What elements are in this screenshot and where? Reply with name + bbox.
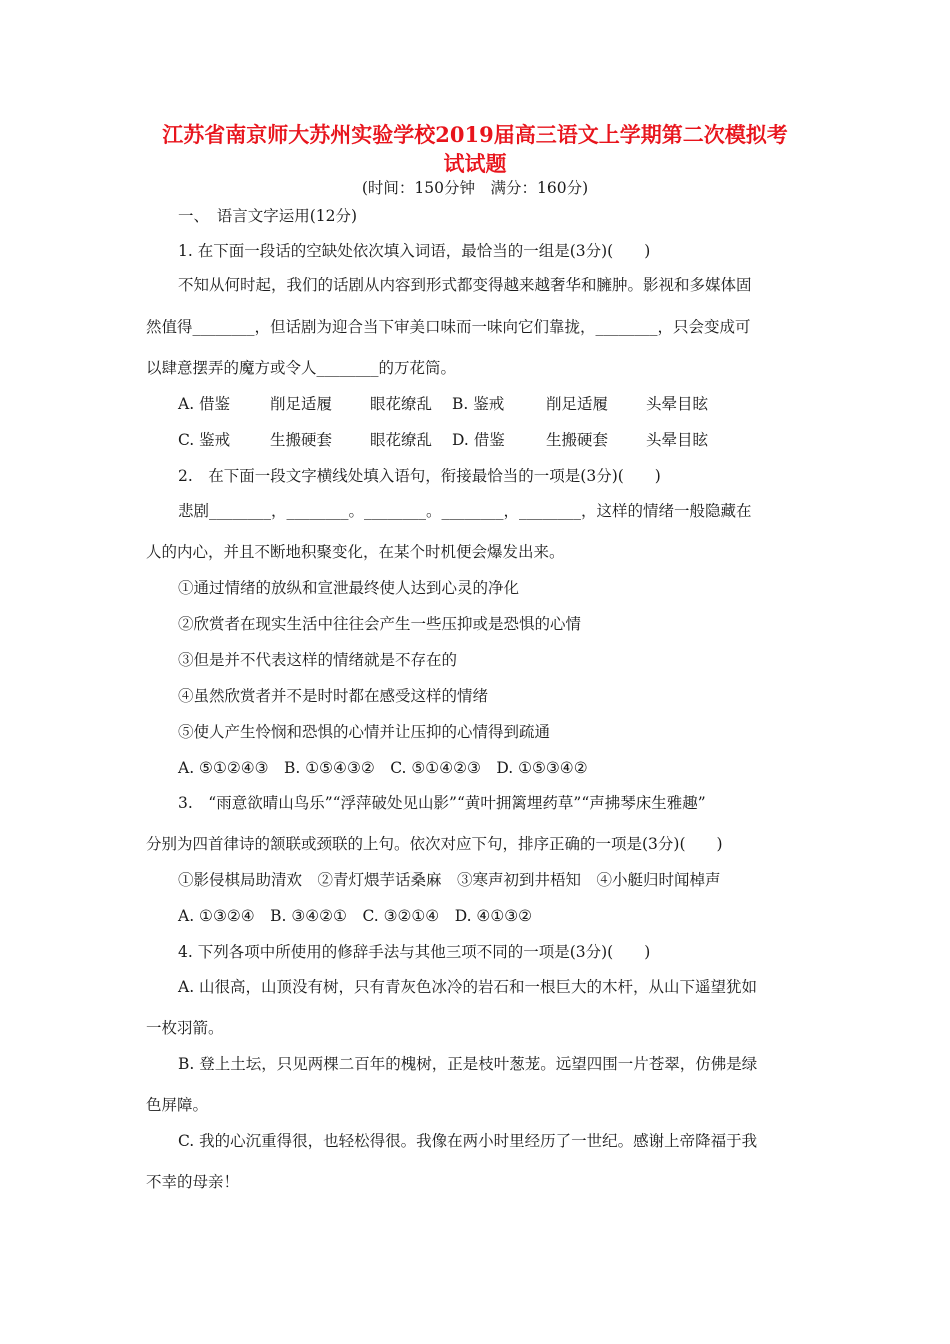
question-1-options-row xyxy=(178,394,708,414)
option-cell: 头晕目眩 xyxy=(646,431,709,449)
option-cell: C. 鉴戒 xyxy=(178,431,231,449)
option-cell: 削足适履 xyxy=(546,395,609,413)
question-1-passage-line: 然值得________，但话剧为迎合当下审美口味而一味向它们靠拢，________，只会变成可 xyxy=(146,318,751,336)
question-1-passage-line: 不知从何时起，我们的话剧从内容到形式都变得越来越奢华和臃肿。影视和多媒体固 xyxy=(178,276,752,294)
question-4-option-a-line: 一枚羽箭。 xyxy=(146,1019,224,1037)
question-1-stem: 1. 在下面一段话的空缺处依次填入词语，最恰当的一组是(3分)( ) xyxy=(178,242,651,260)
question-4-option-c-line: C. 我的心沉重得很，也轻松得很。我像在两小时里经历了一世纪。感谢上帝降福于我 xyxy=(178,1132,758,1150)
question-2-passage-line: 悲剧________，________。________。________，________，这样的情绪一般隐藏在 xyxy=(178,502,752,520)
question-2-item: ①通过情绪的放纵和宣泄最终使人达到心灵的净化 xyxy=(178,579,520,597)
question-3-options: A. ①③②④ B. ③④②① C. ③②①④ D. ④①③② xyxy=(178,907,533,925)
document-title-line-2: 试试题 xyxy=(443,151,507,176)
option-cell: A. 借鉴 xyxy=(178,395,231,413)
document-title-line-1: 江苏省南京师大苏州实验学校2019届高三语文上学期第二次模拟考 xyxy=(162,122,788,147)
question-4-option-b-line: B. 登上土坛，只见两棵二百年的槐树，正是枝叶葱茏。远望四围一片苍翠，仿佛是绿 xyxy=(178,1055,758,1073)
option-cell: 生搬硬套 xyxy=(270,431,333,449)
question-3-stem-line: 3. “雨意欲晴山鸟乐”“浮萍破处见山影”“黄叶拥篱埋药草”“声拂琴床生雅趣” xyxy=(178,794,706,812)
option-cell: 头晕目眩 xyxy=(646,395,709,413)
option-cell: D. 借鉴 xyxy=(452,431,505,449)
option-cell: 削足适履 xyxy=(270,395,333,413)
question-2-stem: 2. 在下面一段文字横线处填入语句，衔接最恰当的一项是(3分)( ) xyxy=(178,467,661,485)
option-cell: 眼花缭乱 xyxy=(370,395,433,413)
question-2-item: ④虽然欣赏者并不是时时都在感受这样的情绪 xyxy=(178,687,489,705)
option-cell: 生搬硬套 xyxy=(546,431,609,449)
question-4-option-c-line: 不幸的母亲！ xyxy=(146,1173,240,1191)
question-2-passage-line: 人的内心，并且不断地积聚变化，在某个时机便会爆发出来。 xyxy=(146,543,565,561)
question-4-option-b-line: 色屏障。 xyxy=(146,1096,209,1114)
question-2-options: A. ⑤①②④③ B. ①⑤④③② C. ⑤①④②③ D. ①⑤③④② xyxy=(178,759,588,777)
option-cell: B. 鉴戒 xyxy=(452,395,505,413)
question-3-items: ①影侵棋局助清欢 ②青灯煨芋话桑麻 ③寒声初到井梧知 ④小艇归时闻棹声 xyxy=(178,871,721,889)
question-2-item: ②欣赏者在现实生活中往往会产生一些压抑或是恐惧的心情 xyxy=(178,615,582,633)
question-4-stem: 4. 下列各项中所使用的修辞手法与其他三项不同的一项是(3分)( ) xyxy=(178,943,651,961)
question-2-item: ③但是并不代表这样的情绪就是不存在的 xyxy=(178,651,458,669)
question-4-option-a-line: A. 山很高，山顶没有树，只有青灰色冰冷的岩石和一根巨大的木杆，从山下遥望犹如 xyxy=(178,978,758,996)
question-1-options-row xyxy=(178,430,708,450)
question-2-item: ⑤使人产生怜悯和恐惧的心情并让压抑的心情得到疏通 xyxy=(178,723,551,741)
option-cell: 眼花缭乱 xyxy=(370,431,433,449)
question-1-passage-line: 以肆意摆弄的魔方或令人________的万花筒。 xyxy=(146,359,457,377)
exam-info: (时间：150分钟 满分：160分) xyxy=(361,179,589,197)
section-heading: 一、 语言文字运用(12分) xyxy=(178,207,358,225)
question-3-stem-line: 分别为四首律诗的颔联或颈联的上句。依次对应下句，排序正确的一项是(3分)( ) xyxy=(146,835,723,853)
